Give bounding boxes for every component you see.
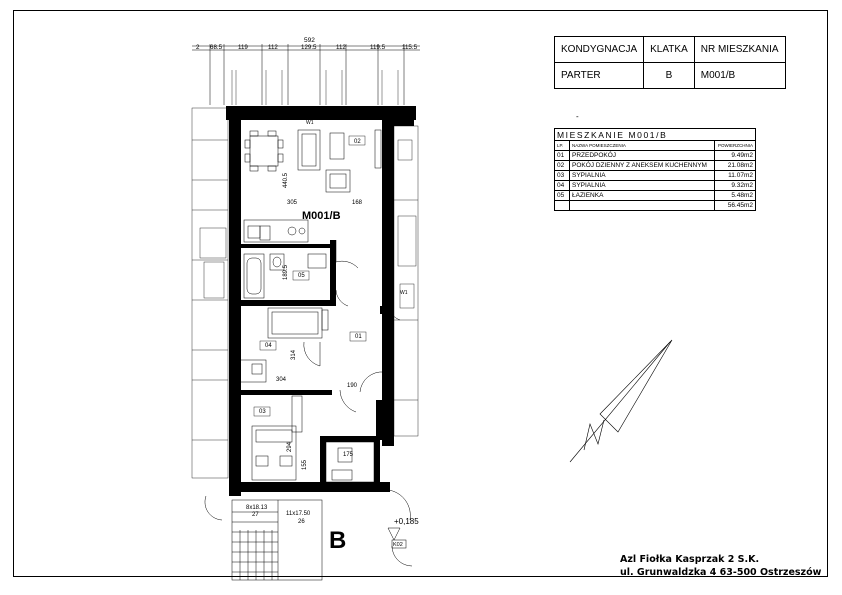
room-tag-04: 04 [265, 343, 272, 349]
row-area: 11.07m2 [714, 171, 755, 181]
plan-tag-side: W1 [400, 290, 408, 296]
table-row [555, 171, 756, 181]
table-row [555, 191, 756, 201]
row-area: 5.48m2 [714, 191, 755, 201]
total-row [555, 201, 756, 211]
row-area: 9.32m2 [714, 181, 755, 191]
rooms-table-title: MIESZKANIE M001/B [555, 129, 756, 141]
table-row [555, 181, 756, 191]
top-dim-1: 68.5 [210, 44, 223, 51]
header-kondygnacja: KONDYGNACJA [555, 37, 644, 63]
dim-175: 175 [343, 452, 354, 458]
total-lp-empty [555, 201, 570, 211]
row-lp: 02 [555, 161, 570, 171]
room-tag-05: 05 [298, 273, 305, 279]
row-lp: 04 [555, 181, 570, 191]
dim-305: 305 [287, 200, 298, 206]
row-name: PRZEDPOKÓJ [570, 151, 715, 161]
top-dim-2: 119 [238, 44, 248, 51]
dim-314: 314 [291, 349, 297, 360]
footer-address: ul. Grunwaldzka 4 63-500 Ostrzeszów [620, 567, 822, 578]
room-tag-01: 01 [355, 334, 362, 340]
top-dim-6: 119.5 [370, 44, 386, 51]
dim-190: 190 [347, 383, 358, 389]
total-name-empty [570, 201, 715, 211]
row-name: SYPIALNIA [570, 171, 715, 181]
top-dim-4: 129.5 [301, 44, 317, 51]
dim-189: 189.5 [283, 264, 289, 280]
top-dim-3: 112 [268, 44, 278, 51]
plan-top-total: 592 [304, 37, 315, 44]
row-lp: 05 [555, 191, 570, 201]
table-row [555, 161, 756, 171]
rooms-table [554, 128, 756, 211]
stair-note-2: 27 [252, 512, 259, 518]
row-lp: 01 [555, 151, 570, 161]
row-name: SYPIALNIA [570, 181, 715, 191]
apartment-label: M001/B [302, 210, 341, 222]
col-name: NAZWA POMIESZCZENIA [570, 141, 715, 151]
stair-label: B [329, 527, 347, 554]
table-row [555, 151, 756, 161]
value-nr-mieszkania: M001/B [694, 63, 785, 89]
room-tag-03: 03 [259, 409, 266, 415]
top-dim-5: 112 [336, 44, 346, 51]
row-lp: 03 [555, 171, 570, 181]
stair-note-4: 26 [298, 519, 305, 525]
stair-note-3: 11x17.50 [286, 511, 311, 517]
col-lp: LP. [555, 141, 570, 151]
dim-304: 304 [276, 377, 287, 383]
info-table [554, 36, 786, 89]
level-label: +0,185 [394, 517, 419, 526]
value-klatka: B [644, 63, 695, 89]
plan-tag-top: W1 [306, 120, 314, 126]
col-area: POWIERZCHNIA [714, 141, 755, 151]
room-tag-02: 02 [354, 139, 361, 145]
footer-company: Azl Fiołka Kasprzak 2 S.K. [620, 554, 760, 565]
row-name: POKÓJ DZIENNY Z ANEKSEM KUCHENNYM [570, 161, 715, 171]
header-klatka: KLATKA [644, 37, 695, 63]
row-area: 21.08m2 [714, 161, 755, 171]
row-area: 9.49m2 [714, 151, 755, 161]
dim-168: 168 [352, 200, 363, 206]
tag-k02: K02 [393, 542, 403, 548]
value-kondygnacja: PARTER [555, 63, 644, 89]
top-dim-7: 115.5 [402, 44, 418, 51]
stair-note-1: 8x18.13 [246, 505, 268, 511]
row-name: ŁAZIENKA [570, 191, 715, 201]
dim-155: 155 [302, 459, 308, 470]
dim-294: 294 [287, 441, 293, 452]
dim-440: 440.5 [283, 172, 289, 188]
dot-mark: - [576, 112, 579, 121]
top-dim-0: 2 [196, 44, 200, 51]
total-area: 56.45m2 [714, 201, 755, 211]
header-nr-mieszkania: NR MIESZKANIA [694, 37, 785, 63]
